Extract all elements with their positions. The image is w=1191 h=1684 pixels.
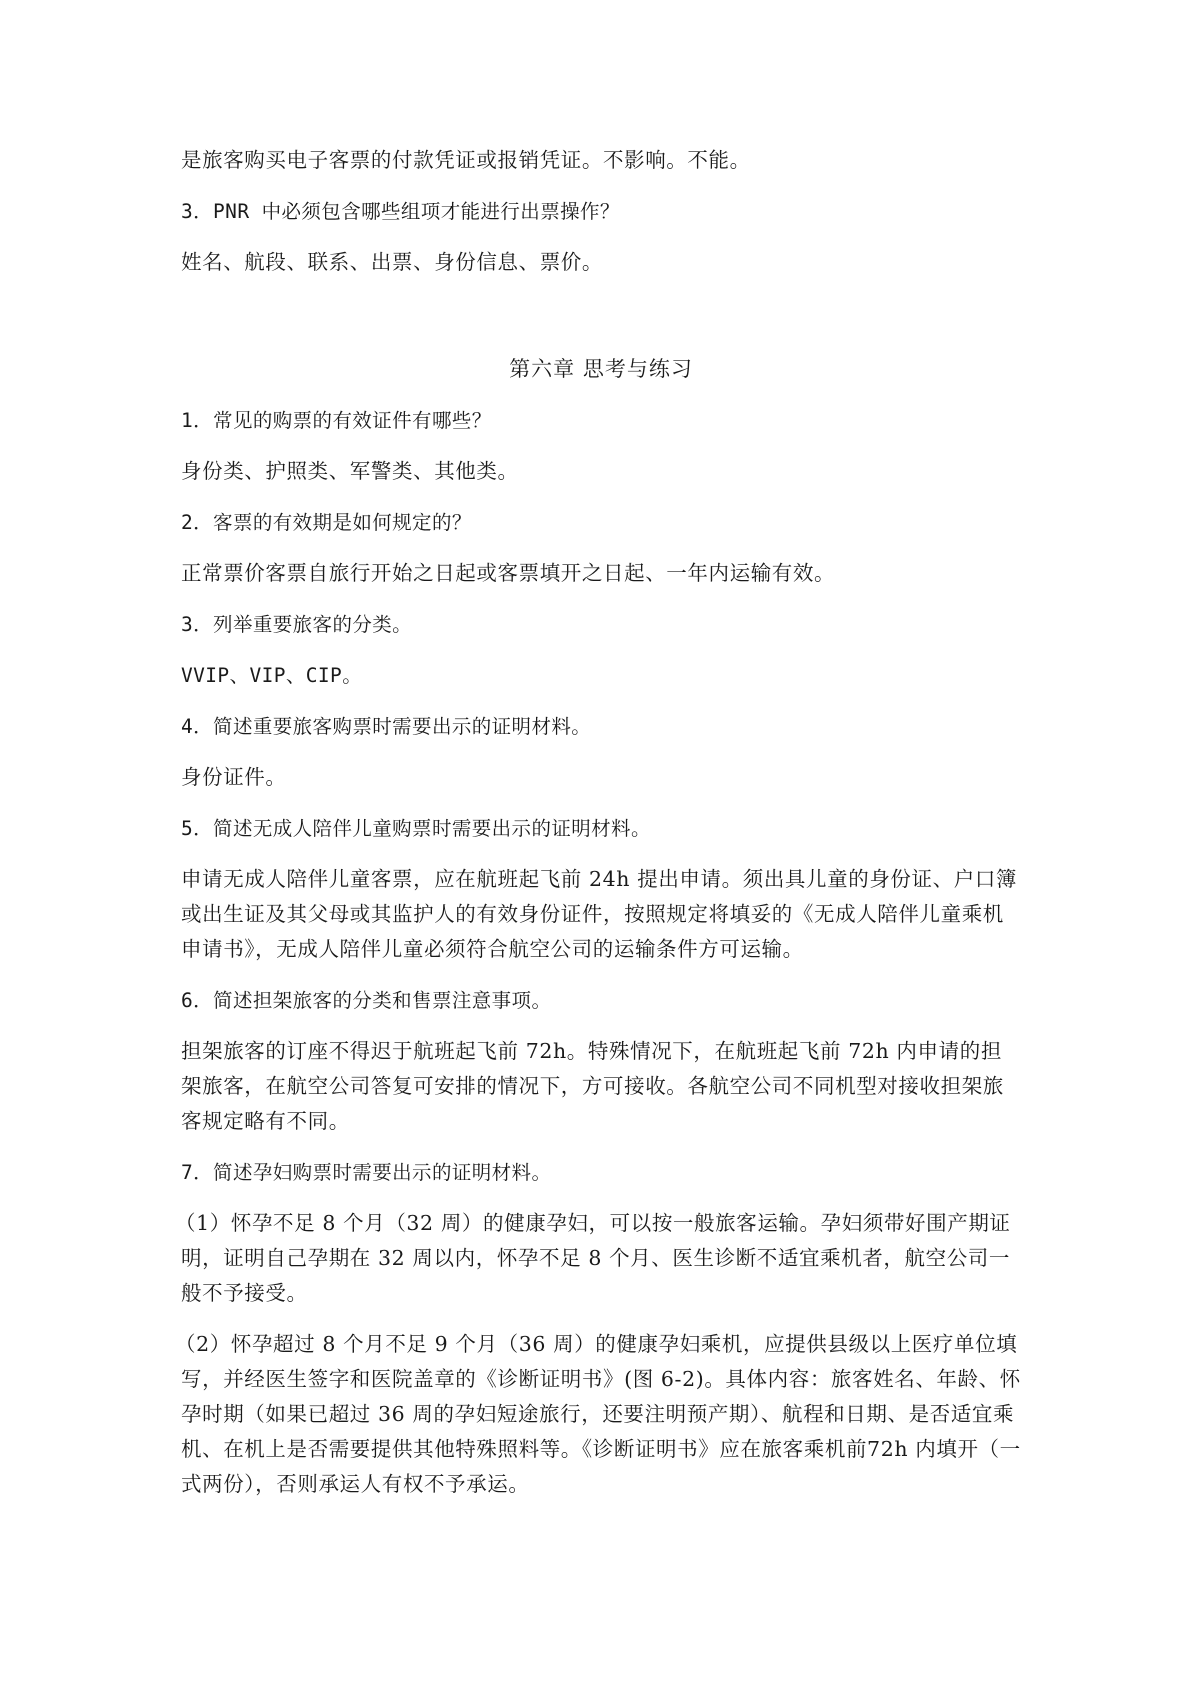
answer-text: 担架旅客的订座不得迟于航班起飞前 72h。特殊情况下，在航班起飞前 72h 内申请的担架旅客，在航空公司答复可安排的情况下，方可接收。各航空公司不同机型对接收担架旅客规定略有不同。 bbox=[181, 1039, 1004, 1133]
question-text: 2．客票的有效期是如何规定的？ bbox=[181, 511, 472, 534]
answer-text: 申请无成人陪伴儿童客票，应在航班起飞前 24h 提出申请。须出具儿童的身份证、户口簿或出生证及其父母或其监护人的有效身份证件，按照规定将填妥的《无成人陪伴儿童乘机申请书》，无成人陪伴儿童必须符合航空公司的运输条件方可运输。 bbox=[181, 867, 1018, 961]
question-text: 6．简述担架旅客的分类和售票注意事项。 bbox=[181, 989, 552, 1012]
chapter-heading: 第六章 思考与练习 bbox=[509, 357, 693, 381]
question-text: 4．简述重要旅客购票时需要出示的证明材料。 bbox=[181, 715, 592, 738]
answer-text: （2）怀孕超过 8 个月不足 9 个月（36 周）的健康孕妇乘机，应提供县级以上医疗单位填写，并经医生签字和医院盖章的《诊断证明书》(图 6-2)。具体内容：旅客姓名、年龄、怀孕时期（如果已超过 36 周的孕妇短途旅行，还要注明预产期）、航程和日期、是否适宜乘机、在机上是否需要提供其他特殊照料等。《诊断证明书》应在旅客乘机前72h 内填开（一式两份），否则承运人有权不予承运。 bbox=[175, 1332, 1021, 1496]
answer-text: VVIP、VIP、CIP。 bbox=[181, 664, 363, 687]
answer-text: 正常票价客票自旅行开始之日起或客票填开之日起、一年内运输有效。 bbox=[181, 561, 836, 585]
answer-text: （1）怀孕不足 8 个月（32 周）的健康孕妇，可以按一般旅客运输。孕妇须带好围产期证明，证明自己孕期在 32 周以内，怀孕不足 8 个月、医生诊断不适宜乘机者，航空公司一般不予接受。 bbox=[175, 1211, 1011, 1305]
answer-text: 身份类、护照类、军警类、其他类。 bbox=[181, 459, 519, 483]
answer-text: 是旅客购买电子客票的付款凭证或报销凭证。不影响。不能。 bbox=[181, 148, 751, 172]
question-text: 3．列举重要旅客的分类。 bbox=[181, 613, 413, 636]
question-text: 7．简述孕妇购票时需要出示的证明材料。 bbox=[181, 1161, 552, 1184]
answer-text: 身份证件。 bbox=[181, 765, 287, 789]
question-text: 3．PNR 中必须包含哪些组项才能进行出票操作？ bbox=[181, 200, 620, 223]
answer-text: 姓名、航段、联系、出票、身份信息、票价。 bbox=[181, 250, 603, 274]
question-text: 5．简述无成人陪伴儿童购票时需要出示的证明材料。 bbox=[181, 817, 651, 840]
page-content bbox=[175, 143, 1021, 1502]
question-text: 1．常见的购票的有效证件有哪些？ bbox=[181, 409, 492, 432]
